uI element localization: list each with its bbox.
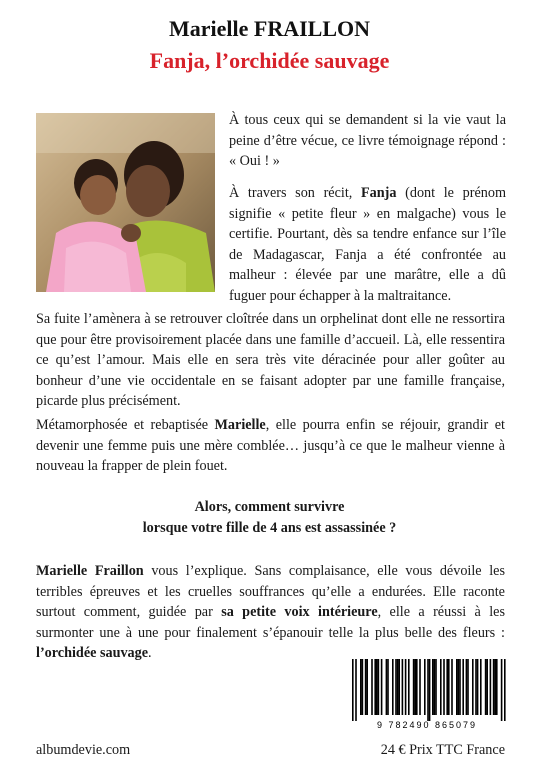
name-marielle: Marielle <box>214 417 266 433</box>
barcode-bar <box>493 659 495 715</box>
cover-photo <box>36 113 215 292</box>
barcode-bar <box>371 659 373 715</box>
barcode-bar <box>416 659 418 715</box>
barcode-bar <box>459 659 461 715</box>
barcode-bar <box>490 659 492 715</box>
barcode-bar <box>443 659 445 715</box>
book-title: Fanja, l’orchidée sauvage <box>149 48 390 73</box>
barcode-bar <box>486 659 488 715</box>
intro-paragraph: À tous ceux qui se demandent si la vie vaut la peine d’être vécue, ce livre témoignage répond : « Oui ! » <box>229 112 506 169</box>
barcode-bar <box>501 659 503 721</box>
author-name: Marielle FRAILLON <box>168 16 371 41</box>
price-label: 24 € Prix TTC France <box>380 742 505 758</box>
barcode-bar <box>462 659 464 715</box>
barcode-bar <box>466 659 468 715</box>
barcode-bar <box>494 659 496 715</box>
mother-child-photo <box>36 113 215 292</box>
barcode-graphic <box>340 659 515 730</box>
text-span: , elle pourra enfin se réjouir, grandir et devenir une femme puis une mère comblée… jusqu’à ce que le malheur vienne à nouveau la frapper de plein fouet. <box>36 417 505 474</box>
barcode-bar <box>366 659 368 715</box>
barcode-bar <box>432 659 434 715</box>
question-line-1: Alors, comment survivre <box>194 499 345 515</box>
text-span: (dont le prénom signifie « petite fleur » en malgache) vous le certifie. Pourtant, dès sa tendre enfance sur l’île de Madagascar, Fanja a été confrontée au malheur : élevée par une marâtre, elle a dû fuguer pour échapper à la maltraitance. <box>229 185 506 304</box>
barcode-bar <box>386 659 388 715</box>
barcode-bar <box>408 659 410 715</box>
inner-voice-phrase: sa petite voix intérieure <box>221 604 378 620</box>
barcode-bar <box>435 659 437 715</box>
barcode-bar <box>378 659 380 715</box>
question-line-2: lorsque votre fille de 4 ans est assassinée ? <box>142 519 397 536</box>
wild-orchid-phrase: l’orchidée sauvage <box>36 645 149 661</box>
text-span: . <box>148 645 152 661</box>
barcode-bar <box>376 659 378 715</box>
name-fanja: Fanja <box>360 185 397 201</box>
question-block <box>0 497 539 538</box>
explanation-paragraph <box>36 561 505 664</box>
barcode-bar <box>387 659 389 715</box>
barcode-bar <box>405 659 407 715</box>
website-label: albumdevie.com <box>36 742 131 758</box>
barcode-bar <box>414 659 416 715</box>
barcode-bar <box>480 659 482 715</box>
barcode-bar <box>477 659 479 715</box>
barcode-bar <box>360 659 362 715</box>
text-span: vous l’explique. Sans complaisance, elle vous dévoile les terribles épreuves et les cruelles souffrances qu’elle a endurées. Elle raconte surtout comment, guidée par <box>36 563 505 620</box>
text-span: , elle a réussi à les surmonter une à une pour finalement s’épanouir telle la plus belle des fleurs : <box>36 604 505 641</box>
barcode-bar <box>427 659 429 721</box>
barcode-bar <box>395 659 397 715</box>
barcode-bar <box>355 659 357 721</box>
text-span: Métamorphosée et rebaptisée <box>36 417 215 433</box>
barcode-bar <box>496 659 498 715</box>
barcode-bar <box>352 659 354 721</box>
barcode-bar <box>434 659 436 715</box>
barcode-bar <box>448 659 450 715</box>
barcode-bar <box>374 659 376 715</box>
fanja-paragraph <box>229 183 506 306</box>
barcode-bar <box>467 659 469 715</box>
marielle-paragraph <box>36 415 505 477</box>
barcode-bar <box>475 659 477 715</box>
barcode-bar <box>456 659 458 715</box>
barcode-bar <box>472 659 474 715</box>
barcode-bar <box>451 659 453 715</box>
orphanage-paragraph: Sa fuite l’amènera à se retrouver cloîtrée dans un orphelinat dont elle ne ressortira que pour être provisoirement placée dans une famille d’accueil. Là, elle ressentira ce qu’est l’amour. Mais elle en sera très vite déracinée pour aller goûter au bonheur d’une vie occidentale en se faisant adopter par une famille française, picarde plus précisément. <box>36 311 505 409</box>
text-span: À travers son récit, <box>229 185 361 201</box>
barcode-bar <box>504 659 506 721</box>
barcode-bar <box>446 659 448 715</box>
barcode-bar <box>429 659 431 721</box>
barcode-bar <box>398 659 400 715</box>
barcode-bar <box>440 659 442 715</box>
barcode-bar <box>362 659 364 715</box>
barcode-bar <box>402 659 404 715</box>
barcode-bar <box>419 659 421 715</box>
barcode-bar <box>413 659 415 715</box>
barcode-bar <box>381 659 383 715</box>
barcode-bar <box>365 659 367 715</box>
barcode <box>340 659 515 730</box>
barcode-bar <box>397 659 399 715</box>
barcode-digits: 9 782490 865079 <box>376 720 478 730</box>
barcode-bar <box>424 659 426 715</box>
barcode-bar <box>392 659 394 715</box>
barcode-bar <box>458 659 460 715</box>
barcode-bar <box>485 659 487 715</box>
author-name-inline: Marielle Fraillon <box>36 563 144 579</box>
